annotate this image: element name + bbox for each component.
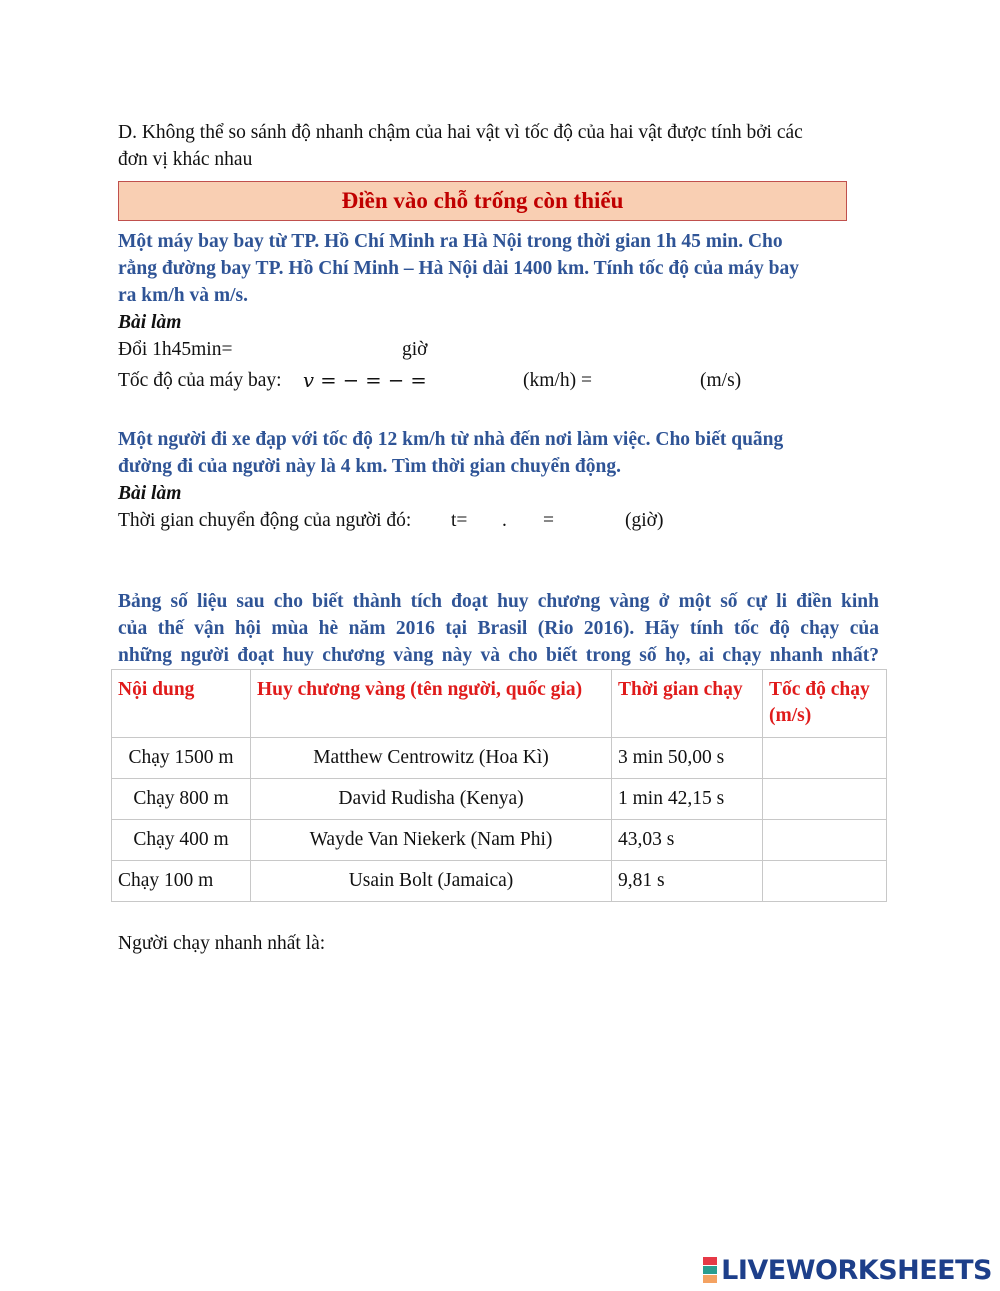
cell-athlete: David Rudisha (Kenya) [251, 779, 612, 820]
table-row [112, 820, 887, 861]
unit-ms: (m/s) [700, 370, 742, 391]
problem1-line: ra km/h và m/s. [118, 285, 249, 306]
cell-event: Chạy 100 m [112, 861, 251, 902]
header-time: Thời gian chạy [612, 670, 763, 738]
cell-event: Chạy 400 m [112, 820, 251, 861]
problem1-line: Một máy bay bay từ TP. Hồ Chí Minh ra Hà Nội trong thời gian 1h 45 min. Cho [118, 231, 783, 252]
results-table [111, 669, 887, 902]
problem1-line: rằng đường bay TP. Hồ Chí Minh – Hà Nội dài 1400 km. Tính tốc độ của máy bay [118, 258, 799, 279]
problem1-solution-label: Bài làm [118, 312, 182, 333]
cell-time: 3 min 50,00 s [612, 738, 763, 779]
logo-mark [703, 1257, 717, 1283]
cell-speed-input[interactable] [763, 820, 887, 861]
table-row [112, 779, 887, 820]
logo-block [703, 1257, 717, 1265]
unit-kmh: (km/h) = [523, 370, 592, 391]
cell-athlete: Usain Bolt (Jamaica) [251, 861, 612, 902]
time-dot: . [502, 510, 507, 531]
liveworksheets-logo [703, 1254, 992, 1286]
problem3-text [118, 588, 879, 669]
header-gold-medal: Huy chương vàng (tên người, quốc gia) [251, 670, 612, 738]
table-header-row [112, 670, 887, 738]
logo-block [703, 1275, 717, 1283]
cell-event: Chạy 800 m [112, 779, 251, 820]
cell-speed-input[interactable] [763, 738, 887, 779]
problem2-text [118, 426, 783, 480]
option-d-line2: đơn vị khác nhau [118, 149, 253, 170]
cell-speed-input[interactable] [763, 779, 887, 820]
logo-block [703, 1266, 717, 1274]
table-row [112, 738, 887, 779]
fastest-label: Người chạy nhanh nhất là: [118, 933, 326, 954]
option-d [118, 119, 803, 173]
time-var: t= [451, 510, 468, 531]
option-d-line1: D. Không thể so sánh độ nhanh chậm của hai vật vì tốc độ của hai vật được tính bởi các [118, 122, 803, 143]
logo-text: LIVEWORKSHEETS [721, 1254, 992, 1286]
cell-time: 1 min 42,15 s [612, 779, 763, 820]
problem1-text [118, 228, 799, 309]
time-label: Thời gian chuyển động của người đó: [118, 510, 412, 531]
header-speed: Tốc độ chạy (m/s) [763, 670, 887, 738]
problem2-line: Một người đi xe đạp với tốc độ 12 km/h từ nhà đến nơi làm việc. Cho biết quãng [118, 429, 784, 450]
convert-unit: giờ [402, 339, 428, 360]
problem2-solution-label: Bài làm [118, 483, 182, 504]
cell-event: Chạy 1500 m [112, 738, 251, 779]
problem3-line: của thế vận hội mùa hè năm 2016 tại Brasil (Rio 2016). Hãy tính tốc độ chạy của [118, 618, 879, 639]
cell-athlete: Matthew Centrowitz (Hoa Kì) [251, 738, 612, 779]
header-event: Nội dung [112, 670, 251, 738]
cell-speed-input[interactable] [763, 861, 887, 902]
problem3-line: những người đoạt huy chương vàng này và cho biết trong số họ, ai chạy nhanh nhất? [118, 645, 879, 666]
speed-formula: 𝑣 = − = − = [303, 369, 427, 392]
cell-time: 9,81 s [612, 861, 763, 902]
speed-label: Tốc độ của máy bay: [118, 370, 282, 391]
convert-label: Đổi 1h45min= [118, 339, 233, 360]
cell-athlete: Wayde Van Niekerk (Nam Phi) [251, 820, 612, 861]
cell-time: 43,03 s [612, 820, 763, 861]
problem3-line: Bảng số liệu sau cho biết thành tích đoạt huy chương vàng ở một số cự li điền kinh [118, 591, 879, 612]
section-banner: Điền vào chỗ trống còn thiếu [118, 181, 847, 221]
time-unit: (giờ) [625, 510, 664, 531]
time-equals: = [543, 510, 554, 531]
table-row [112, 861, 887, 902]
problem2-line: đường đi của người này là 4 km. Tìm thời gian chuyển động. [118, 456, 621, 477]
